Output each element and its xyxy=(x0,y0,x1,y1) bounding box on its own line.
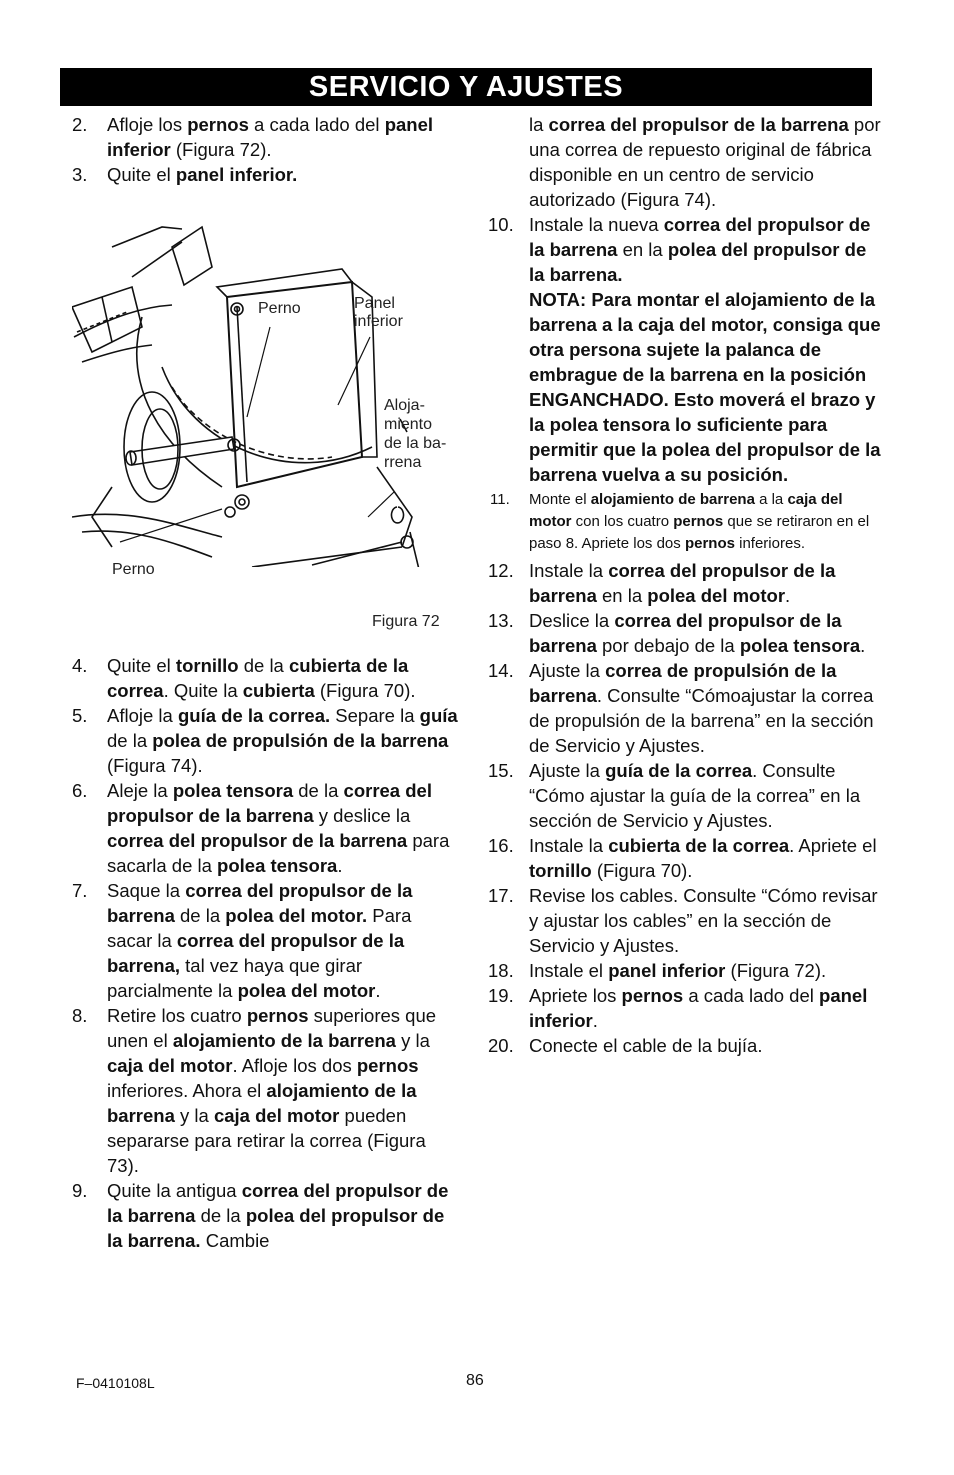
label-alojamiento-3: de la ba- xyxy=(384,435,447,452)
step-11: 11. Monte el alojamiento de barrena a la caja del motor con los cuatro pernos que se retiraron en el paso 8. Apriete los dos pernos inferiores. xyxy=(490,491,870,552)
step-16: 16. Instale la cubierta de la correa. Apriete el tornillo (Figura 70). xyxy=(488,835,877,881)
step-3: 3. Quite el panel inferior. xyxy=(72,164,298,185)
page-number: 86 xyxy=(466,1372,484,1389)
step-20: 20. Conecte el cable de la bujía. xyxy=(488,1035,763,1056)
left-column xyxy=(72,112,458,1253)
section-header: SERVICIO Y AJUSTES xyxy=(60,68,872,106)
step-13: 13. Deslice la correa del propulsor de la barrena por debajo de la polea tensora. xyxy=(488,610,866,656)
step-4: 4. Quite el tornillo de la cubierta de la correa. Quite la cubierta (Figura 70). xyxy=(72,655,416,701)
label-perno-top: Perno xyxy=(258,300,301,317)
figure-72 xyxy=(72,187,458,630)
label-perno-bottom: Perno xyxy=(112,561,155,578)
label-alojamiento-1: Aloja- xyxy=(384,397,425,414)
step-17: 17. Revise los cables. Consulte “Cómo revisar y ajustar los cables” en la sección de Servicio y Ajustes. xyxy=(488,885,878,956)
label-alojamiento-4: rrena xyxy=(384,454,422,471)
step-8: 8. Retire los cuatro pernos superiores que unen el alojamiento de la barrena y la caja del motor. Afloje los dos pernos inferiores. Ahora el alojamiento de la barrena y la caja del motor pueden separarse para retirar la correa (Figura 73). xyxy=(72,1005,437,1176)
step-18: 18. Instale el panel inferior (Figura 72). xyxy=(488,960,827,981)
right-column xyxy=(488,112,886,1058)
step-9: 9. Quite la antigua correa del propulsor de la barrena de la polea del propulsor de la barrena. Cambie xyxy=(72,1180,449,1251)
document-code: F–0410108L xyxy=(76,1375,155,1391)
figure-caption: Figura 72 xyxy=(372,613,440,630)
step-5: 5. Afloje la guía de la correa. Separe la guía de la polea de propulsión de la barrena (Figura 74). xyxy=(72,705,458,776)
step-2: 2. Afloje los pernos a cada lado del panel inferior (Figura 72). xyxy=(72,114,434,160)
label-inferior: inferior xyxy=(354,313,403,330)
step-14: 14. Ajuste la correa de propulsión de la barrena. Consulte “Cómoajustar la correa de propulsión de la barrena” en la sección de Servicio y Ajustes. xyxy=(488,660,874,756)
label-alojamiento-2: miento xyxy=(384,416,433,433)
step-7: 7. Saque la correa del propulsor de la barrena de la polea del motor. Para sacar la correa del propulsor de la barrena, tal vez haya que girar parcialmente la polea del motor. xyxy=(72,880,413,1001)
step-12: 12. Instale la correa del propulsor de la barrena en la polea del motor. xyxy=(488,560,836,606)
label-panel: Panel xyxy=(354,295,395,312)
step-15: 15. Ajuste la guía de la correa. Consulte “Cómo ajustar la guía de la correa” en la sección de Servicio y Ajustes. xyxy=(488,760,861,831)
figure-72-illustration xyxy=(72,187,458,567)
step-9-continued: la correa del propulsor de la barrena por una correa de repuesto original de fábrica disponible en un centro de servicio autorizado (Figura 74). xyxy=(529,114,881,210)
step-6: 6. Aleje la polea tensora de la correa del propulsor de la barrena y deslice la correa del propulsor de la barrena para sacarla de la polea tensora. xyxy=(72,780,450,876)
note-text: NOTA: Para montar el alojamiento de la barrena a la caja del motor, consiga que otra persona sujete la palanca de embrague de la barrena en la posición ENGANCHADO. Esto moverá el brazo y la polea tensora lo suficiente para permitir que la polea del propulsor de la barrena vuelva a su posición. xyxy=(529,289,881,485)
step-10: 10. Instale la nueva correa del propulsor de la barrena en la polea del propulsor de la barrena. xyxy=(488,214,871,285)
step-19: 19. Apriete los pernos a cada lado del panel inferior. xyxy=(488,985,868,1031)
